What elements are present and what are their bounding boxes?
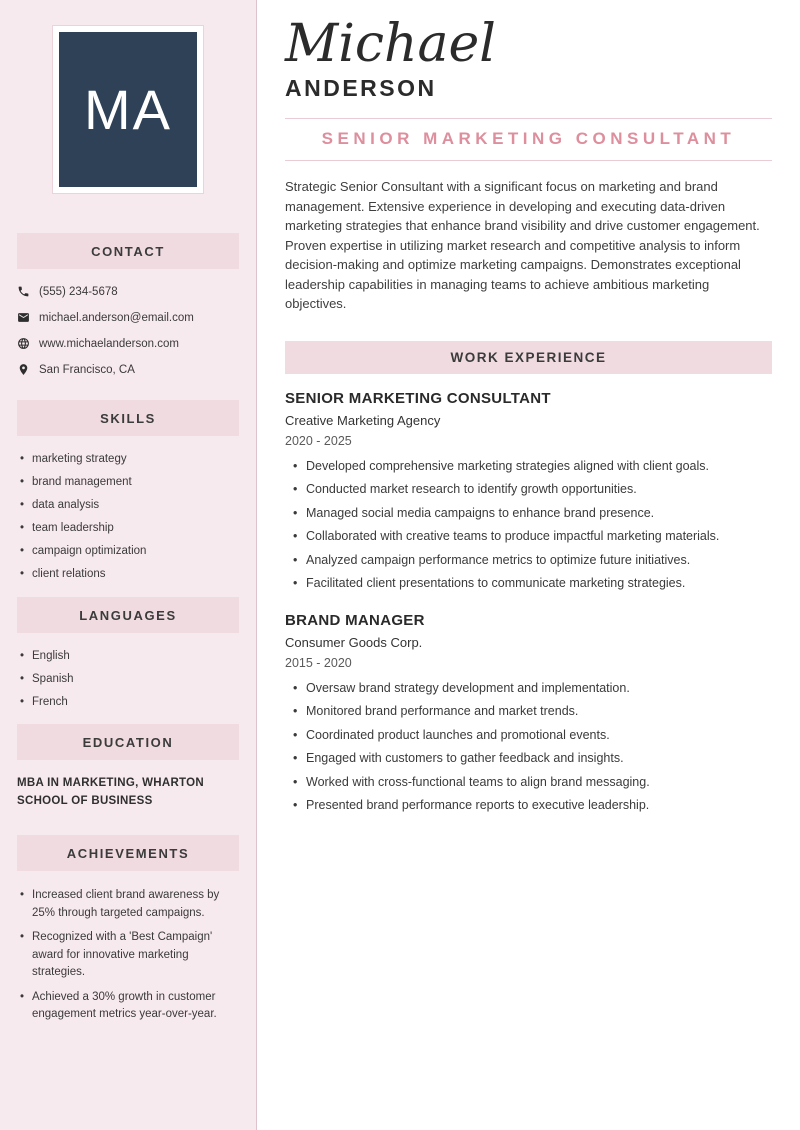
contact-phone: (555) 234-5678 — [39, 285, 118, 298]
contact-location: San Francisco, CA — [39, 363, 135, 376]
last-name: ANDERSON — [285, 75, 437, 101]
job-company: Creative Marketing Agency — [285, 412, 441, 428]
divider-bottom — [285, 160, 772, 161]
skill-item: • data analysis — [20, 498, 239, 512]
job-role: BRAND MANAGER — [285, 611, 425, 629]
job-bullet: • Monitored brand performance and market trends. — [293, 704, 772, 719]
email-icon — [17, 311, 30, 324]
achievements-section-header: ACHIEVEMENTS — [17, 835, 239, 871]
summary-paragraph: Strategic Senior Consultant with a significant focus on marketing and brand management. Extensive experience in developing and executing data-driven marketing strategies that enhance brand visibility and drive customer engagement. Proven expertise in utilizing market research and competitive analysis to inform decision-making and optimize marketing campaigns. Demonstrates exceptional leadership capabilities in managing teams to achieve ambitious marketing objectives. — [285, 179, 760, 311]
skill-item: • team leadership — [20, 521, 239, 535]
skill-item: • client relations — [20, 567, 239, 581]
job-role: SENIOR MARKETING CONSULTANT — [285, 389, 551, 407]
job-bullet: • Conducted market research to identify growth opportunities. — [293, 482, 772, 497]
education-degree: MBA IN MARKETING, WHARTON SCHOOL OF BUSINESS — [17, 777, 205, 807]
language-item: • French — [20, 695, 239, 709]
contact-section-header: CONTACT — [17, 233, 239, 269]
skill-item: • campaign optimization — [20, 544, 239, 558]
job-title: SENIOR MARKETING CONSULTANT — [321, 129, 736, 148]
languages-list — [20, 649, 239, 709]
job-dates: 2015 - 2020 — [285, 655, 352, 670]
job-bullet: • Coordinated product launches and promotional events. — [293, 728, 772, 743]
achievement-item: • Increased client brand awareness by 25% through targeted campaigns. — [20, 887, 239, 922]
skill-item: • brand management — [20, 475, 239, 489]
job-bullet: • Engaged with customers to gather feedback and insights. — [293, 751, 772, 766]
job-bullet: • Oversaw brand strategy development and implementation. — [293, 681, 772, 696]
contact-item-location — [17, 363, 239, 376]
achievement-item: • Achieved a 30% growth in customer engagement metrics year-over-year. — [20, 989, 239, 1024]
phone-icon — [17, 285, 30, 298]
skills-section-header: SKILLS — [17, 400, 239, 436]
job-company: Consumer Goods Corp. — [285, 634, 423, 650]
contact-email: michael.anderson@email.com — [39, 311, 194, 324]
skills-list — [20, 452, 239, 581]
job-entry-1 — [285, 390, 772, 591]
job-bullet: • Worked with cross-functional teams to align brand messaging. — [293, 775, 772, 790]
job-bullet-list — [293, 459, 772, 591]
job-bullet: • Analyzed campaign performance metrics to optimize future initiatives. — [293, 553, 772, 568]
work-experience-header: WORK EXPERIENCE — [285, 341, 772, 374]
contact-item-phone — [17, 285, 239, 298]
education-section-header: EDUCATION — [17, 724, 239, 760]
job-bullet-list — [293, 681, 772, 813]
job-bullet: • Collaborated with creative teams to produce impactful marketing materials. — [293, 529, 772, 544]
sidebar — [0, 0, 257, 1130]
first-name: Michael — [285, 14, 496, 74]
language-item: • English — [20, 649, 239, 663]
globe-icon — [17, 337, 30, 350]
contact-website: www.michaelanderson.com — [39, 337, 179, 350]
language-item: • Spanish — [20, 672, 239, 686]
divider-top — [285, 118, 772, 119]
location-icon — [17, 363, 30, 376]
job-entry-2 — [285, 612, 772, 813]
job-bullet: • Presented brand performance reports to executive leadership. — [293, 798, 772, 813]
job-bullet: • Managed social media campaigns to enhance brand presence. — [293, 506, 772, 521]
job-dates: 2020 - 2025 — [285, 433, 352, 448]
avatar-initials: MA — [59, 32, 197, 187]
achievement-item: • Recognized with a 'Best Campaign' award for innovative marketing strategies. — [20, 929, 239, 982]
avatar — [52, 25, 204, 194]
main-content — [257, 0, 800, 1130]
contact-item-email — [17, 311, 239, 324]
achievements-list — [20, 887, 239, 1024]
contact-list — [17, 285, 239, 376]
job-bullet: • Developed comprehensive marketing strategies aligned with client goals. — [293, 459, 772, 474]
skill-item: • marketing strategy — [20, 452, 239, 466]
languages-section-header: LANGUAGES — [17, 597, 239, 633]
job-bullet: • Facilitated client presentations to communicate marketing strategies. — [293, 576, 772, 591]
contact-item-website — [17, 337, 239, 350]
